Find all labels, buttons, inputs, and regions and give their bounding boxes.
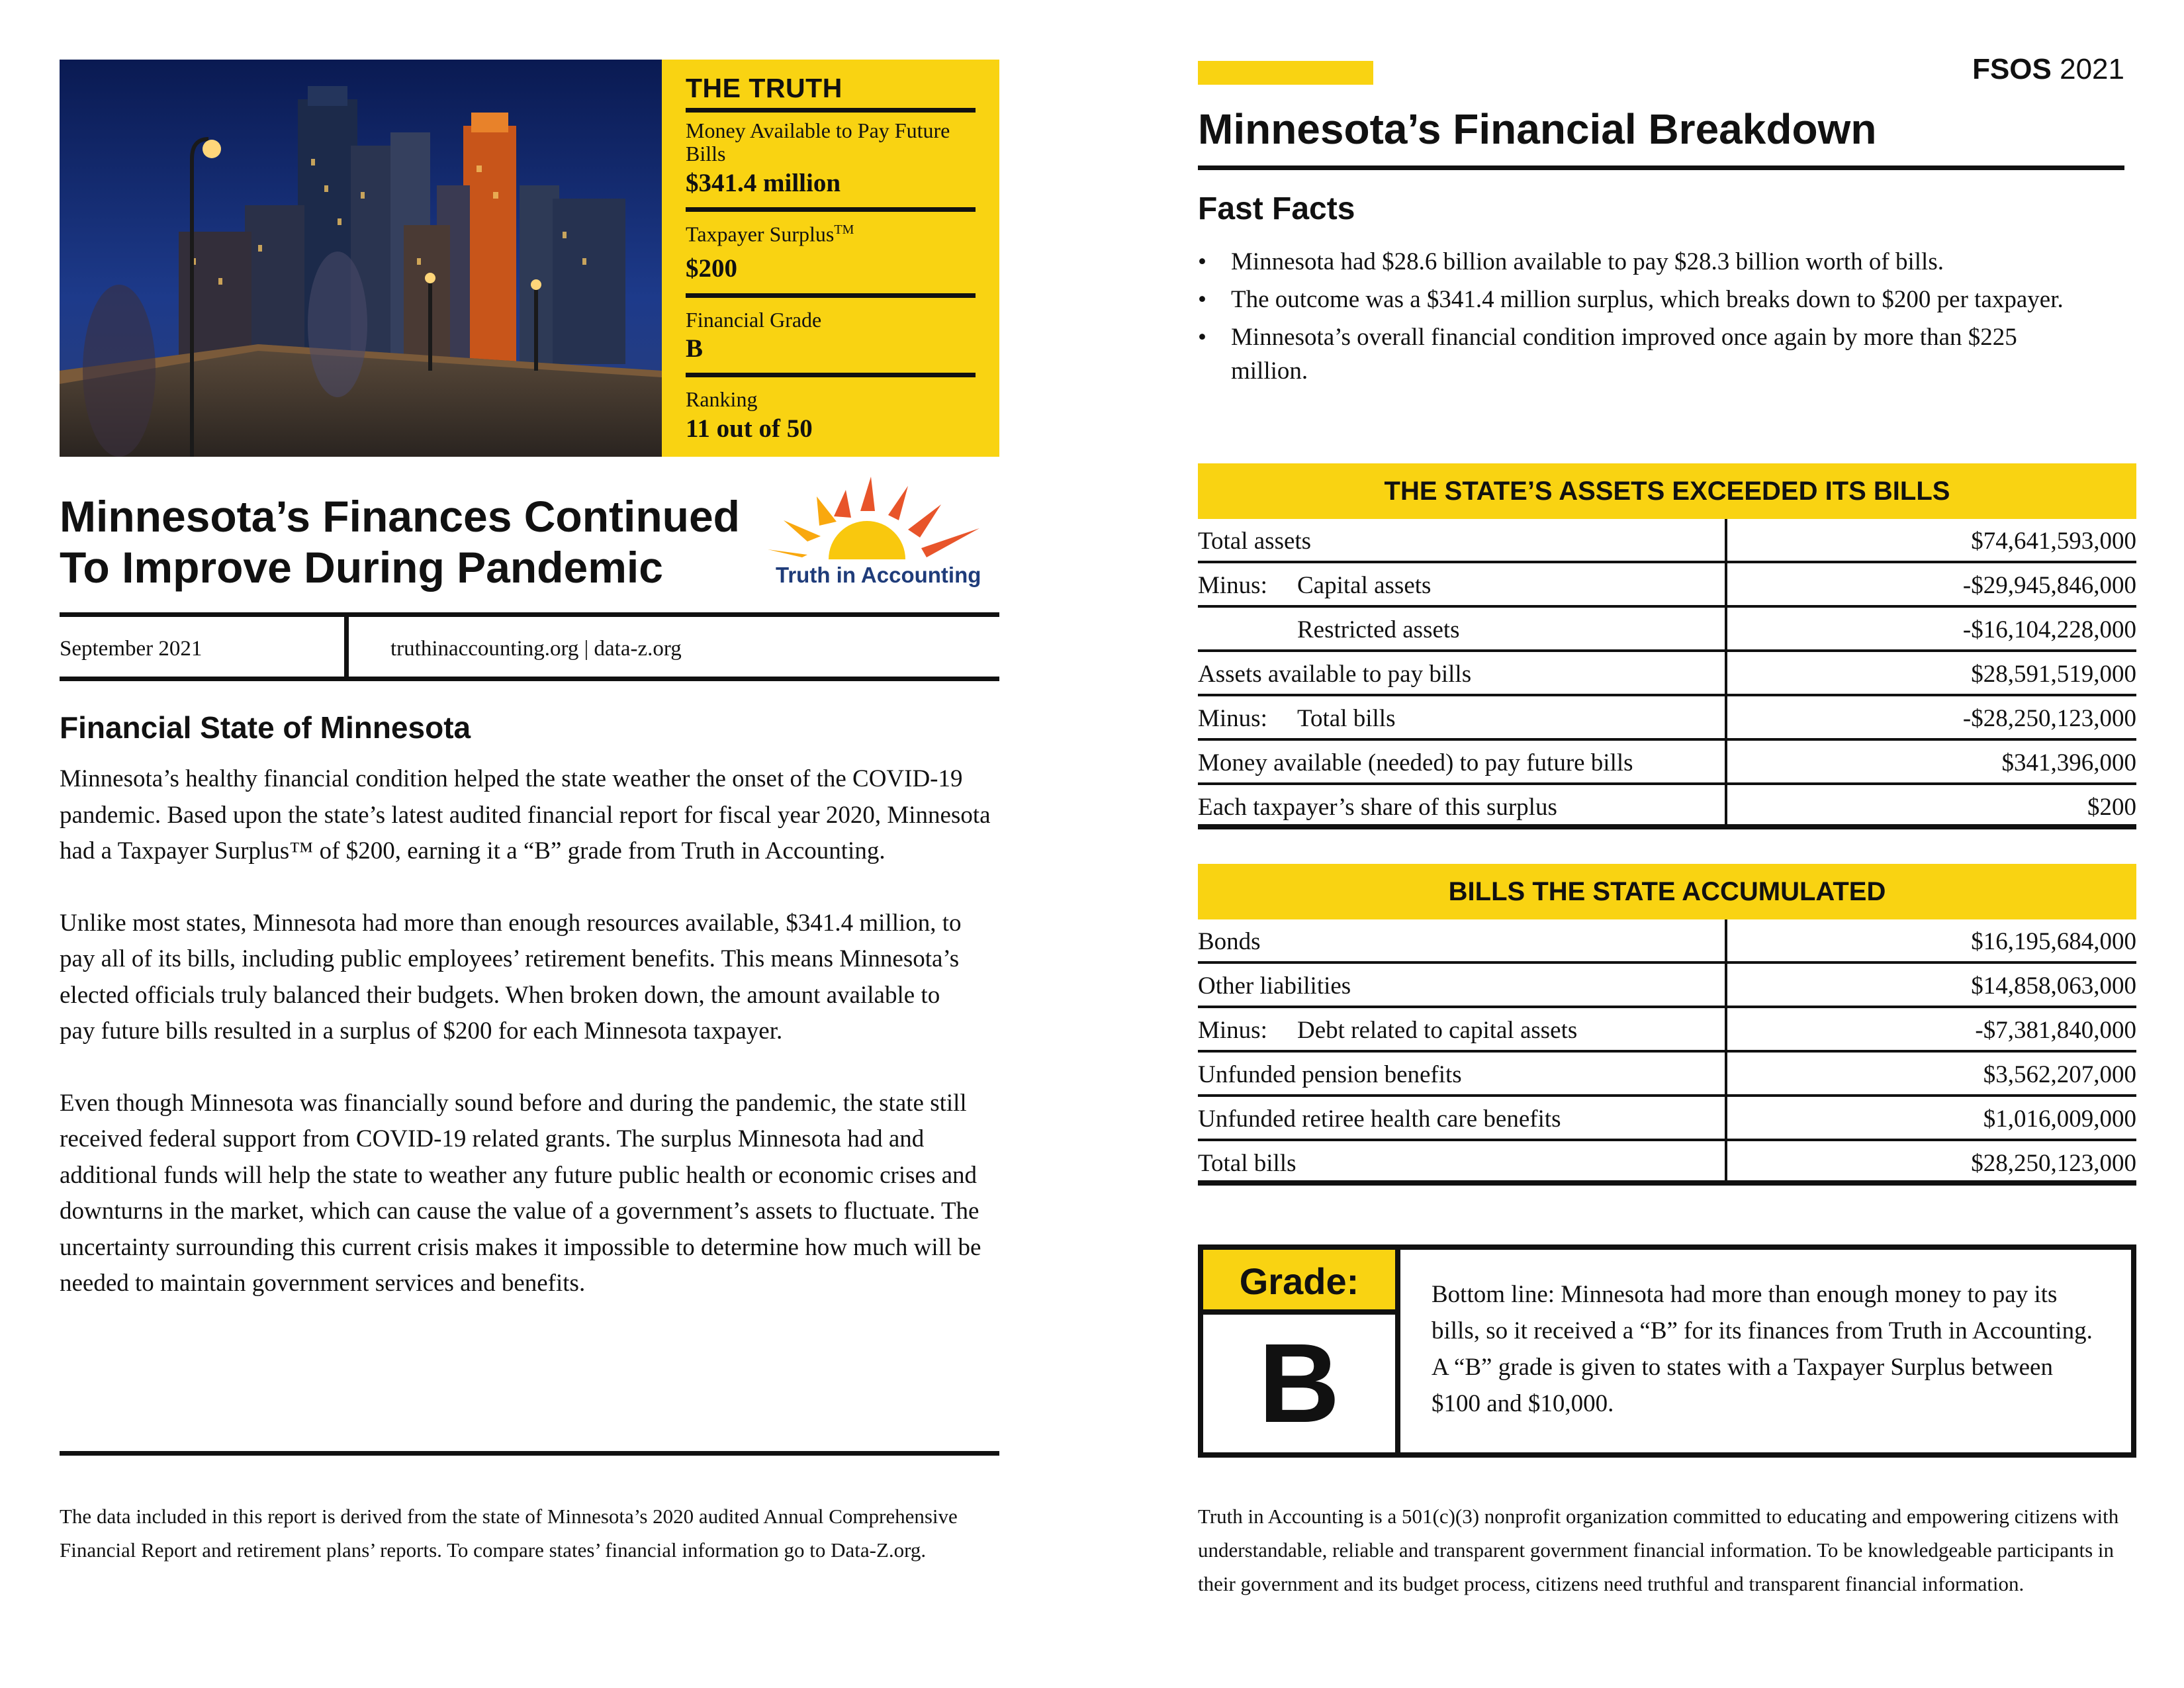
assets-table-header: THE STATE’S ASSETS EXCEEDED ITS BILLS [1198, 463, 2136, 519]
page-title-line-1: Minnesota’s Finances Continued [60, 492, 740, 541]
truth-item-value: B [686, 334, 704, 363]
row-value: -$16,104,228,000 [1962, 616, 2136, 643]
table-row [1198, 1053, 2136, 1097]
row-value: $74,641,593,000 [1971, 528, 2136, 555]
truth-box-title: THE TRUTH [686, 73, 976, 113]
row-label: Money available (needed) to pay future bills [1198, 741, 1727, 782]
row-value: -$29,945,846,000 [1962, 572, 2136, 599]
row-label: Minus: Debt related to capital assets [1198, 1008, 1727, 1050]
report-series-name: FSOS [1972, 53, 2052, 85]
row-label: Each taxpayer’s share of this surplus [1198, 785, 1727, 824]
breakdown-title: Minnesota’s Financial Breakdown [1198, 105, 1877, 153]
section-heading: Financial State of Minnesota [60, 710, 471, 745]
grade-box [1198, 1244, 2136, 1458]
row-value: $1,016,009,000 [1983, 1105, 2136, 1133]
table-row [1198, 919, 2136, 964]
truth-item-value: $200 [686, 254, 737, 283]
sun-rays-icon [768, 477, 1006, 569]
truth-item-label: Taxpayer Surplus [686, 222, 835, 246]
truth-item-financial-grade [686, 298, 976, 378]
row-label: Unfunded retiree health care benefits [1198, 1097, 1727, 1139]
bills-table-header: BILLS THE STATE ACCUMULATED [1198, 864, 2136, 919]
table-row [1198, 608, 2136, 652]
truth-item-money-available [686, 113, 976, 212]
row-value: $28,591,519,000 [1971, 661, 2136, 688]
truth-item-value: $341.4 million [686, 168, 841, 197]
row-label: Total bills [1198, 1141, 1727, 1180]
truth-item-taxpayer-surplus [686, 212, 976, 297]
row-label: Unfunded pension benefits [1198, 1053, 1727, 1094]
table-row [1198, 1097, 2136, 1141]
bills-table [1198, 864, 2136, 1186]
table-row [1198, 519, 2136, 563]
row-value: $341,396,000 [2001, 749, 2136, 776]
title-rule [1198, 165, 2124, 170]
row-prefix: Minus: [1198, 705, 1267, 732]
truth-item-label-row [686, 218, 976, 246]
report-series-year: 2021 [2060, 53, 2124, 85]
table-row [1198, 1141, 2136, 1186]
row-prefix: Minus: [1198, 1017, 1267, 1044]
row-label: Other liabilities [1198, 964, 1727, 1006]
date-and-url-bar [60, 612, 999, 681]
table-row [1198, 741, 2136, 785]
fast-fact-item: • The outcome was a $341.4 million surplus, which breaks down to $200 per taxpayer. [1198, 283, 2098, 316]
report-series-label [1972, 53, 2124, 86]
row-prefix: Minus: [1198, 572, 1267, 599]
body-paragraph: Even though Minnesota was financially sound before and during the pandemic, the state still received federal support from COVID-19 related grants. The surplus Minnesota had and additional funds will help the state to weather any future public health or economic crises and downturns in the market, which can cause the value of a government’s assets to fluctuate. The uncertainty surrounding this current crisis makes it impossible to determine how much will be needed to maintain government services and benefits. [60, 1089, 981, 1297]
truth-item-label: Financial Grade [686, 307, 822, 332]
page-title [60, 491, 761, 592]
table-row [1198, 563, 2136, 608]
organization-footnote: Truth in Accounting is a 501(c)(3) nonprofit organization committed to educating and empowering citizens with understandable, reliable and transparent government financial information. To be knowledgeable participants in their government and its budget process, citizens need truthful and transparent financial information. [1198, 1505, 2119, 1595]
truth-item-ranking [686, 377, 976, 453]
grade-explanation: Bottom line: Minnesota had more than enough money to pay its bills, so it received a “B” for its finances from Truth in Accounting. A “B” grade is given to states with a Taxpayer Surplus between $100 and $10,000. [1432, 1281, 2093, 1417]
row-value: -$7,381,840,000 [1975, 1017, 2136, 1044]
article-body [60, 761, 1006, 1338]
row-label: Restricted assets [1198, 608, 1727, 649]
grade-letter: B [1258, 1321, 1340, 1446]
body-paragraph: Minnesota’s healthy financial condition helped the state weather the onset of the COVID-19 pandemic. Based upon the state’s latest audited financial report for fiscal year 2020, Minnesota had a Taxpayer Surplus™ of $200, earning it a “B” grade from Truth in Accounting. [60, 765, 991, 865]
row-label: Minus: Total bills [1198, 696, 1727, 738]
assets-table [1198, 463, 2136, 829]
minneapolis-skyline-image [60, 60, 662, 457]
row-value: $3,562,207,000 [1983, 1061, 2136, 1088]
row-value: $14,858,063,000 [1971, 972, 2136, 1000]
fast-facts-heading: Fast Facts [1198, 191, 1355, 226]
truth-item-label: Ranking [686, 387, 758, 412]
row-label: Bonds [1198, 919, 1727, 961]
fast-fact-item: • Minnesota had $28.6 billion available to pay $28.3 billion worth of bills. [1198, 245, 2124, 279]
publication-date: September 2021 [60, 637, 203, 661]
row-label: Minus: Capital assets [1198, 563, 1727, 605]
data-source-footnote: The data included in this report is derived from the state of Minnesota’s 2020 audited Annual Comprehensive Financial Report and retirement plans’ reports. To compare states’ financial information go to Data-Z.org. [60, 1505, 958, 1562]
divider-rule [60, 1451, 999, 1456]
row-label: Assets available to pay bills [1198, 652, 1727, 694]
truth-in-accounting-logo [768, 477, 1006, 596]
page-title-line-2: To Improve During Pandemic [60, 542, 663, 592]
row-value: $200 [2087, 794, 2136, 821]
city-skyline-photo [60, 60, 662, 457]
truth-item-label: Money Available to Pay Future Bills [686, 118, 950, 166]
body-paragraph: Unlike most states, Minnesota had more than enough resources available, $341.4 million, to pay all of its bills, including public employees’ retirement benefits. This means Minnesota’s elected officials truly balanced their budgets. When broken down, the amount available to pay future bills resulted in a surplus of $200 for each Minnesota taxpayer. [60, 909, 962, 1045]
table-row [1198, 964, 2136, 1008]
table-row [1198, 696, 2136, 741]
row-value: $16,195,684,000 [1971, 928, 2136, 955]
row-value: -$28,250,123,000 [1962, 705, 2136, 732]
row-value: $28,250,123,000 [1971, 1150, 2136, 1177]
table-row [1198, 1008, 2136, 1053]
table-row [1198, 785, 2136, 829]
fast-fact-item: • Minnesota’s overall financial condition improved once again by more than $225 million. [1198, 320, 2098, 388]
grade-divider [1395, 1250, 1400, 1452]
yellow-accent-bar [1198, 61, 1373, 85]
row-label: Total assets [1198, 519, 1727, 561]
grade-label: Grade: [1203, 1250, 1395, 1315]
table-row [1198, 652, 2136, 696]
website-links[interactable]: truthinaccounting.org | data-z.org [390, 637, 682, 661]
meta-divider [344, 617, 349, 677]
fast-facts-list [1198, 245, 2124, 392]
trademark-mark: TM [834, 222, 854, 238]
logo-wordmark: Truth in Accounting [776, 563, 981, 587]
the-truth-summary-box [662, 60, 999, 457]
truth-item-value: 11 out of 50 [686, 414, 813, 443]
